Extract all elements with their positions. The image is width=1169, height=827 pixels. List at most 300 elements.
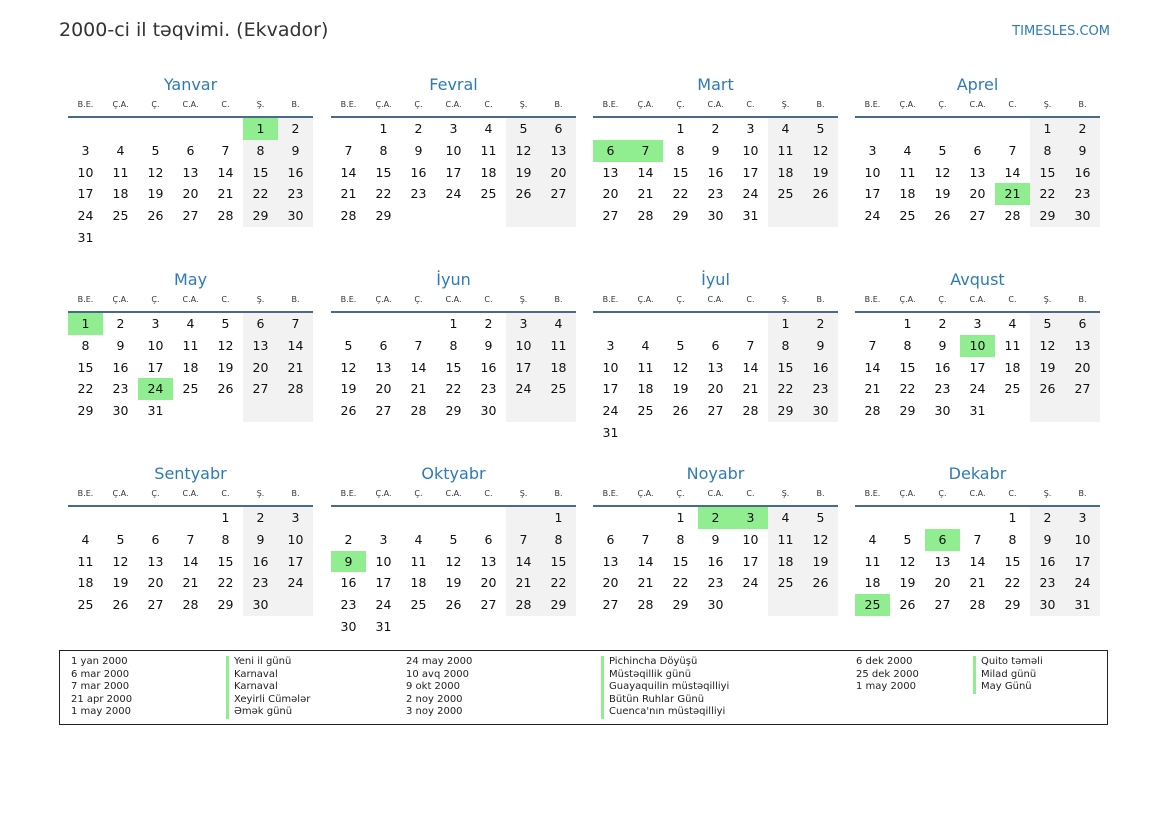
day-cell: 20: [182, 186, 199, 202]
weekday-header: C.: [746, 489, 755, 498]
day-cell: 19: [445, 575, 462, 591]
day-cell: 28: [506, 594, 541, 616]
day-cell: 27: [934, 597, 951, 613]
day-cell: 10: [147, 337, 164, 353]
day-cell: 15: [77, 359, 94, 375]
month-block: [855, 74, 1100, 227]
weekday-header: Ş.: [519, 489, 528, 498]
legend-holiday-name: Müstəqillik günü: [609, 668, 692, 680]
day-cell: 31: [602, 424, 619, 440]
empty-cell: [331, 313, 366, 335]
day-cell: 9: [1065, 140, 1100, 162]
day-cell: 23: [112, 381, 129, 397]
month-block: [331, 463, 576, 638]
day-cell: 26: [445, 597, 462, 613]
day-cell: 17: [147, 359, 164, 375]
empty-cell: [103, 227, 138, 249]
day-cell: 30: [707, 597, 724, 613]
day-cell: 9: [414, 142, 423, 158]
day-cell: 14: [864, 359, 881, 375]
day-cell: 15: [541, 551, 576, 573]
day-cell: 3: [1065, 507, 1100, 529]
week-row: [593, 378, 838, 400]
day-cell: 20: [934, 575, 951, 591]
day-cell: 7: [506, 529, 541, 551]
weekday-header: B.E.: [77, 489, 94, 498]
day-cell: 5: [151, 142, 160, 158]
day-cell: 30: [340, 618, 357, 634]
day-cell: 16: [707, 164, 724, 180]
day-cell: 31: [1065, 594, 1100, 616]
empty-cell: [593, 118, 628, 140]
month-block: [68, 463, 313, 616]
weekday-header: Ç.A.: [375, 295, 392, 304]
day-cell: 7: [278, 313, 313, 335]
day-cell: 18: [768, 551, 803, 573]
empty-cell: [628, 118, 663, 140]
legend-names-column: [601, 656, 729, 719]
day-cell: 8: [903, 337, 912, 353]
day-cell: 22: [217, 575, 234, 591]
day-cell: 14: [637, 164, 654, 180]
weekday-header: C.A.: [445, 295, 462, 304]
day-cell: 4: [81, 531, 90, 547]
day-cell: 12: [899, 553, 916, 569]
weekday-header-row: [331, 487, 576, 501]
day-cell: 29: [1004, 597, 1021, 613]
day-cell: 30: [243, 594, 278, 616]
day-cell: 8: [379, 142, 388, 158]
day-cell: 14: [637, 553, 654, 569]
day-cell: 16: [934, 359, 951, 375]
empty-cell: [278, 227, 313, 249]
day-cell: 20: [969, 186, 986, 202]
day-cell: 11: [1004, 337, 1021, 353]
day-cell: 29: [768, 400, 803, 422]
day-cell: 14: [506, 551, 541, 573]
day-cell: 17: [506, 357, 541, 379]
week-row: [593, 140, 838, 162]
weekday-header: Ş.: [1043, 489, 1052, 498]
week-row: [855, 572, 1100, 594]
week-row: [593, 118, 838, 140]
week-row: [855, 378, 1100, 400]
empty-cell: [401, 313, 436, 335]
day-cell: 24: [602, 403, 619, 419]
weekday-header: Ç.A.: [375, 100, 392, 109]
day-cell: 5: [221, 316, 230, 331]
day-cell: 25: [182, 381, 199, 397]
day-cell: 26: [1030, 378, 1065, 400]
day-cell: 30: [278, 205, 313, 227]
day-cell: 22: [541, 572, 576, 594]
day-cell: 8: [221, 531, 230, 547]
weekday-header: B.: [816, 295, 825, 304]
day-cell: 10: [742, 142, 759, 158]
day-cell: 22: [672, 575, 689, 591]
month-name: Oktyabr: [421, 464, 486, 483]
day-cell: 7: [186, 531, 195, 547]
day-cell: 22: [243, 183, 278, 205]
empty-cell: [506, 616, 541, 638]
weekday-header: C.: [484, 489, 493, 498]
weekday-header: C.: [221, 489, 230, 498]
legend-holiday-name: Guayaquilin müstəqilliyi: [609, 681, 730, 693]
day-cell: 16: [803, 357, 838, 379]
day-cell: 24: [77, 208, 94, 224]
weekday-header-row: [68, 293, 313, 307]
day-cell: 20: [707, 381, 724, 397]
month-name: Avqust: [950, 270, 1005, 289]
day-cell: 19: [672, 381, 689, 397]
day-cell: 22: [899, 381, 916, 397]
day-cell: 20: [602, 186, 619, 202]
day-cell: 18: [112, 186, 129, 202]
day-cell: 24: [506, 378, 541, 400]
week-row: [855, 551, 1100, 573]
weekday-header: C.A.: [707, 100, 724, 109]
day-cell: 13: [375, 359, 392, 375]
empty-cell: [173, 507, 208, 529]
day-cell: 12: [934, 164, 951, 180]
empty-cell: [855, 313, 890, 335]
day-cell: 11: [899, 164, 916, 180]
weekday-header-row: [331, 293, 576, 307]
empty-cell: [278, 594, 313, 616]
day-cell: 5: [344, 337, 353, 353]
weekday-header: Ç.: [414, 100, 423, 109]
day-cell: 6: [593, 140, 628, 162]
month-name: İyun: [436, 270, 471, 289]
legend-names-column: [973, 656, 1043, 694]
day-cell: 10: [742, 531, 759, 547]
day-cell: 1: [676, 510, 685, 525]
day-cell: 19: [803, 551, 838, 573]
day-cell: 1: [68, 313, 103, 335]
day-cell: 21: [864, 381, 881, 397]
empty-cell: [506, 507, 541, 529]
empty-cell: [103, 507, 138, 529]
day-cell: 2: [278, 118, 313, 140]
empty-cell: [890, 507, 925, 529]
day-cell: 4: [414, 531, 423, 547]
month-block: [855, 463, 1100, 616]
legend-dates-column: [406, 656, 472, 719]
empty-cell: [628, 313, 663, 335]
day-cell: 25: [1004, 381, 1021, 397]
day-cell: 23: [410, 186, 427, 202]
weekday-header: C.: [1008, 295, 1017, 304]
weekday-header: B.: [554, 295, 563, 304]
empty-cell: [138, 227, 173, 249]
day-cell: 21: [995, 183, 1030, 205]
week-row: [593, 572, 838, 594]
empty-cell: [768, 205, 803, 227]
week-row: [331, 140, 576, 162]
weekday-header: Ş.: [781, 489, 790, 498]
day-cell: 3: [868, 142, 877, 158]
empty-cell: [471, 616, 506, 638]
day-cell: 2: [1030, 507, 1065, 529]
day-cell: 1: [903, 316, 912, 331]
day-cell: 26: [217, 381, 234, 397]
empty-cell: [68, 507, 103, 529]
week-row: [855, 529, 1100, 551]
legend-date: 9 okt 2000: [406, 681, 460, 693]
weekday-header: C.: [221, 295, 230, 304]
weekday-header-row: [593, 487, 838, 501]
day-cell: 27: [1065, 378, 1100, 400]
day-cell: 17: [77, 186, 94, 202]
empty-cell: [436, 616, 471, 638]
day-cell: 2: [414, 121, 423, 136]
week-row: [593, 551, 838, 573]
legend-holiday-name: Karnaval: [234, 668, 278, 680]
day-cell: 23: [1030, 572, 1065, 594]
day-cell: 7: [641, 531, 650, 547]
day-cell: 2: [938, 316, 947, 331]
legend-holiday-name: Quito təməli: [981, 656, 1043, 667]
day-cell: 14: [340, 164, 357, 180]
day-cell: 13: [480, 553, 497, 569]
day-cell: 7: [344, 142, 353, 158]
day-cell: 16: [340, 575, 357, 591]
week-row: [68, 572, 313, 594]
week-row: [68, 335, 313, 357]
weekday-header-row: [855, 98, 1100, 112]
day-cell: 29: [1030, 205, 1065, 227]
weekday-header-row: [855, 293, 1100, 307]
day-cell: 5: [676, 337, 685, 353]
day-cell: 4: [484, 121, 493, 136]
day-cell: 6: [973, 142, 982, 158]
day-cell: 23: [707, 575, 724, 591]
week-row: [68, 594, 313, 616]
day-cell: 25: [768, 572, 803, 594]
day-cell: 25: [899, 208, 916, 224]
day-cell: 18: [637, 381, 654, 397]
day-cell: 16: [1030, 551, 1065, 573]
day-cell: 2: [711, 121, 720, 136]
empty-cell: [733, 313, 768, 335]
day-cell: 13: [602, 164, 619, 180]
day-cell: 24: [138, 378, 173, 400]
empty-cell: [733, 594, 768, 616]
weekday-header: Ş.: [519, 100, 528, 109]
week-row: [855, 183, 1100, 205]
month-block: [68, 269, 313, 422]
empty-cell: [331, 118, 366, 140]
day-cell: 3: [606, 337, 615, 353]
day-cell: 18: [77, 575, 94, 591]
legend-holiday-name: May Günü: [981, 681, 1032, 693]
day-cell: 22: [77, 381, 94, 397]
day-cell: 2: [344, 531, 353, 547]
day-cell: 22: [768, 378, 803, 400]
weekday-header: C.A.: [969, 100, 986, 109]
weekday-header: C.: [484, 295, 493, 304]
weekday-header: Ç.A.: [899, 295, 916, 304]
day-cell: 7: [221, 142, 230, 158]
empty-cell: [103, 118, 138, 140]
legend-holiday-name: Cuenca'nın müstəqilliyi: [609, 706, 726, 718]
day-cell: 13: [147, 553, 164, 569]
empty-cell: [506, 400, 541, 422]
day-cell: 3: [746, 121, 755, 136]
legend-dates-column: [71, 656, 132, 719]
empty-cell: [208, 400, 243, 422]
day-cell: 15: [217, 553, 234, 569]
week-row: [331, 507, 576, 529]
weekday-header: Ç.A.: [899, 100, 916, 109]
day-cell: 27: [147, 597, 164, 613]
empty-cell: [628, 507, 663, 529]
empty-cell: [243, 227, 278, 249]
day-cell: 8: [676, 531, 685, 547]
day-cell: 6: [243, 313, 278, 335]
day-cell: 1: [768, 313, 803, 335]
empty-cell: [663, 313, 698, 335]
week-row: [68, 378, 313, 400]
empty-cell: [593, 313, 628, 335]
day-cell: 5: [116, 531, 125, 547]
weekday-header: Ş.: [256, 295, 265, 304]
day-cell: 14: [182, 553, 199, 569]
empty-cell: [173, 118, 208, 140]
day-cell: 26: [340, 403, 357, 419]
day-cell: 1: [243, 118, 278, 140]
empty-cell: [401, 205, 436, 227]
day-cell: 17: [278, 551, 313, 573]
day-cell: 22: [375, 186, 392, 202]
weekday-header: C.A.: [707, 295, 724, 304]
month-name: May: [173, 270, 208, 289]
day-cell: 11: [768, 140, 803, 162]
weekday-header: Ç.: [938, 489, 947, 498]
day-cell: 4: [903, 142, 912, 158]
empty-cell: [628, 422, 663, 444]
empty-cell: [138, 118, 173, 140]
day-cell: 8: [676, 142, 685, 158]
day-cell: 3: [278, 507, 313, 529]
day-cell: 22: [1030, 183, 1065, 205]
day-cell: 12: [506, 140, 541, 162]
day-cell: 5: [803, 118, 838, 140]
holiday-legend: [59, 650, 1108, 725]
weekday-header: Ç.A.: [112, 295, 129, 304]
day-cell: 14: [1004, 164, 1021, 180]
day-cell: 17: [445, 164, 462, 180]
day-cell: 25: [541, 378, 576, 400]
day-cell: 18: [480, 164, 497, 180]
day-cell: 14: [217, 164, 234, 180]
day-cell: 8: [81, 337, 90, 353]
day-cell: 26: [147, 208, 164, 224]
weekday-header: C.: [1008, 489, 1017, 498]
day-cell: 23: [934, 381, 951, 397]
weekday-header-row: [68, 487, 313, 501]
empty-cell: [960, 118, 995, 140]
weekday-header-row: [593, 293, 838, 307]
day-cell: 14: [969, 553, 986, 569]
day-cell: 22: [445, 381, 462, 397]
weekday-header: Ç.: [676, 100, 685, 109]
day-cell: 9: [803, 335, 838, 357]
empty-cell: [471, 205, 506, 227]
day-cell: 24: [742, 186, 759, 202]
month-block: [855, 269, 1100, 422]
empty-cell: [331, 507, 366, 529]
day-cell: 26: [506, 183, 541, 205]
day-cell: 15: [243, 162, 278, 184]
week-row: [855, 400, 1100, 422]
day-cell: 28: [742, 403, 759, 419]
day-cell: 27: [602, 208, 619, 224]
day-cell: 2: [243, 507, 278, 529]
weekday-header: Ç.A.: [375, 489, 392, 498]
day-cell: 12: [672, 359, 689, 375]
day-cell: 21: [637, 186, 654, 202]
weekday-header: Ç.A.: [637, 100, 654, 109]
empty-cell: [1030, 400, 1065, 422]
site-link[interactable]: TIMESLES.COM: [1012, 24, 1110, 39]
weekday-header: Ç.A.: [112, 100, 129, 109]
month-block: [593, 269, 838, 444]
week-row: [593, 507, 838, 529]
weekday-header: B.E.: [340, 100, 357, 109]
week-row: [68, 205, 313, 227]
day-cell: 16: [278, 162, 313, 184]
month-name: Mart: [697, 75, 734, 94]
day-cell: 12: [217, 337, 234, 353]
day-cell: 26: [803, 183, 838, 205]
day-cell: 25: [855, 594, 890, 616]
day-cell: 24: [969, 381, 986, 397]
day-cell: 12: [1030, 335, 1065, 357]
day-cell: 21: [969, 575, 986, 591]
day-cell: 11: [182, 337, 199, 353]
weekday-header: Ç.A.: [112, 489, 129, 498]
day-cell: 13: [707, 359, 724, 375]
day-cell: 3: [151, 316, 160, 331]
day-cell: 7: [628, 140, 663, 162]
week-row: [331, 551, 576, 573]
day-cell: 23: [340, 597, 357, 613]
week-row: [68, 118, 313, 140]
day-cell: 31: [77, 229, 94, 245]
day-cell: 6: [186, 142, 195, 158]
week-row: [68, 357, 313, 379]
week-row: [68, 227, 313, 249]
day-cell: 21: [217, 186, 234, 202]
legend-date: 10 avq 2000: [406, 668, 469, 680]
week-row: [68, 400, 313, 422]
day-cell: 26: [934, 208, 951, 224]
weekday-header-row: [331, 98, 576, 112]
day-cell: 10: [960, 335, 995, 357]
day-cell: 9: [278, 140, 313, 162]
empty-cell: [68, 118, 103, 140]
day-cell: 6: [925, 529, 960, 551]
day-cell: 25: [480, 186, 497, 202]
week-row: [855, 140, 1100, 162]
day-cell: 16: [410, 164, 427, 180]
week-row: [593, 400, 838, 422]
day-cell: 1: [1030, 118, 1065, 140]
weekday-header: C.: [746, 295, 755, 304]
weekday-header: Ş.: [1043, 100, 1052, 109]
day-cell: 21: [278, 357, 313, 379]
